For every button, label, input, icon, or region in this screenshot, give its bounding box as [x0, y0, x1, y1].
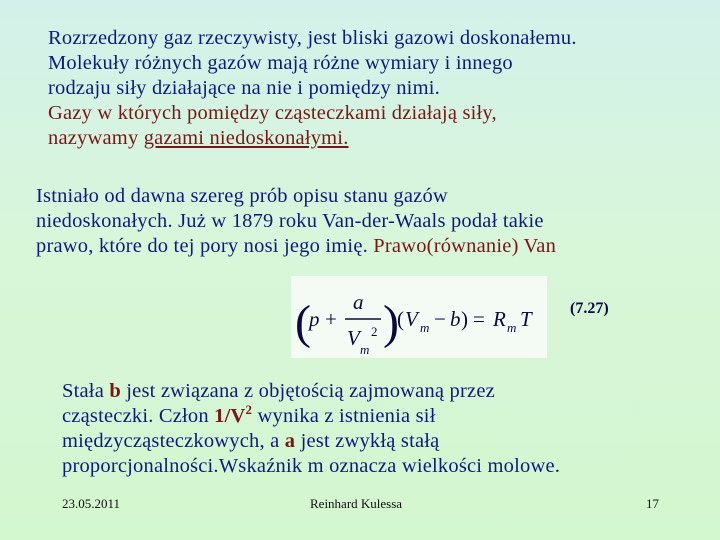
- explanation-3a: międzycząsteczkowych, a: [62, 430, 285, 452]
- explanation-line-4: proporcjonalności.Wskaźnik m oznacza wielkości molowe.: [62, 455, 561, 477]
- plus-sign: +: [325, 307, 337, 331]
- equals-sign: =: [473, 307, 485, 331]
- explanation-3c: jest zwykłą stałą: [295, 430, 440, 452]
- intro-line-5: [48, 126, 708, 151]
- subscript-m-denominator: m: [360, 342, 370, 357]
- footer-page-number: 17: [646, 496, 659, 511]
- footer-author: Reinhard Kulessa: [310, 496, 403, 511]
- constant-b: b: [109, 380, 121, 402]
- explanation-2a: cząsteczki. Człon: [62, 405, 215, 427]
- history-line-3-plain: prawo, które do tej pory nosi jego imię.: [36, 235, 374, 257]
- explanation-1c: jest związana z objętością zajmowaną przez: [120, 380, 495, 402]
- explanation-line-2: [62, 404, 702, 429]
- small-left-paren: (: [397, 307, 404, 331]
- symbol-p: p: [309, 307, 320, 331]
- small-right-paren: ): [461, 307, 468, 331]
- symbol-v: V: [405, 307, 418, 331]
- subscript-m: m: [420, 320, 430, 335]
- history-line-3-red: Prawo(równanie) Van: [373, 235, 557, 257]
- term-one-over-v: 1/V: [214, 405, 246, 427]
- intro-line-4: Gazy w których pomiędzy cząsteczkami działają siły,: [48, 102, 497, 124]
- symbol-a: a: [353, 290, 364, 314]
- explanation-line-3: [62, 429, 702, 454]
- history-paragraph: [36, 184, 696, 259]
- intro-line-3: rodzaju siły działające na nie i pomiędzy nimi.: [48, 77, 440, 99]
- equation-graphic: [291, 276, 547, 358]
- minus-sign: −: [434, 307, 446, 331]
- symbol-v-denominator: V: [347, 326, 360, 350]
- explanation-1a: Stała: [62, 380, 110, 402]
- left-big-paren: (: [295, 296, 311, 349]
- imperfect-gases-term: gazami niedoskonałymi.: [143, 127, 349, 149]
- term-exponent: 2: [245, 402, 253, 418]
- intro-line-5-prefix: nazywamy: [48, 127, 144, 149]
- constant-a: a: [284, 430, 296, 452]
- right-big-paren: ): [383, 296, 399, 349]
- explanation-line-1: [62, 379, 702, 404]
- intro-line-1: Rozrzedzony gaz rzeczywisty, jest bliski gazowi doskonałemu.: [48, 27, 577, 49]
- symbol-r: R: [493, 307, 506, 331]
- explanation-paragraph: [62, 379, 702, 479]
- history-line-1: Istniało od dawna szereg prób opisu stanu gazów: [36, 185, 448, 207]
- explanation-2c: wynika z istnienia sił: [252, 405, 436, 427]
- van-der-waals-equation: [291, 276, 547, 358]
- equation-number: (7.27): [570, 300, 609, 317]
- footer-date: 23.05.2011: [62, 496, 121, 511]
- symbol-t: T: [520, 307, 532, 331]
- intro-paragraph: [48, 26, 708, 151]
- subscript-m-r: m: [507, 320, 517, 335]
- exponent-two: 2: [371, 324, 378, 339]
- history-line-2: niedoskonałych. Już w 1879 roku Van-der-Waals podał takie: [36, 210, 544, 232]
- symbol-b: b: [450, 307, 461, 331]
- history-line-3: [36, 234, 696, 259]
- intro-line-2: Molekuły różnych gazów mają różne wymiary i innego: [48, 52, 513, 74]
